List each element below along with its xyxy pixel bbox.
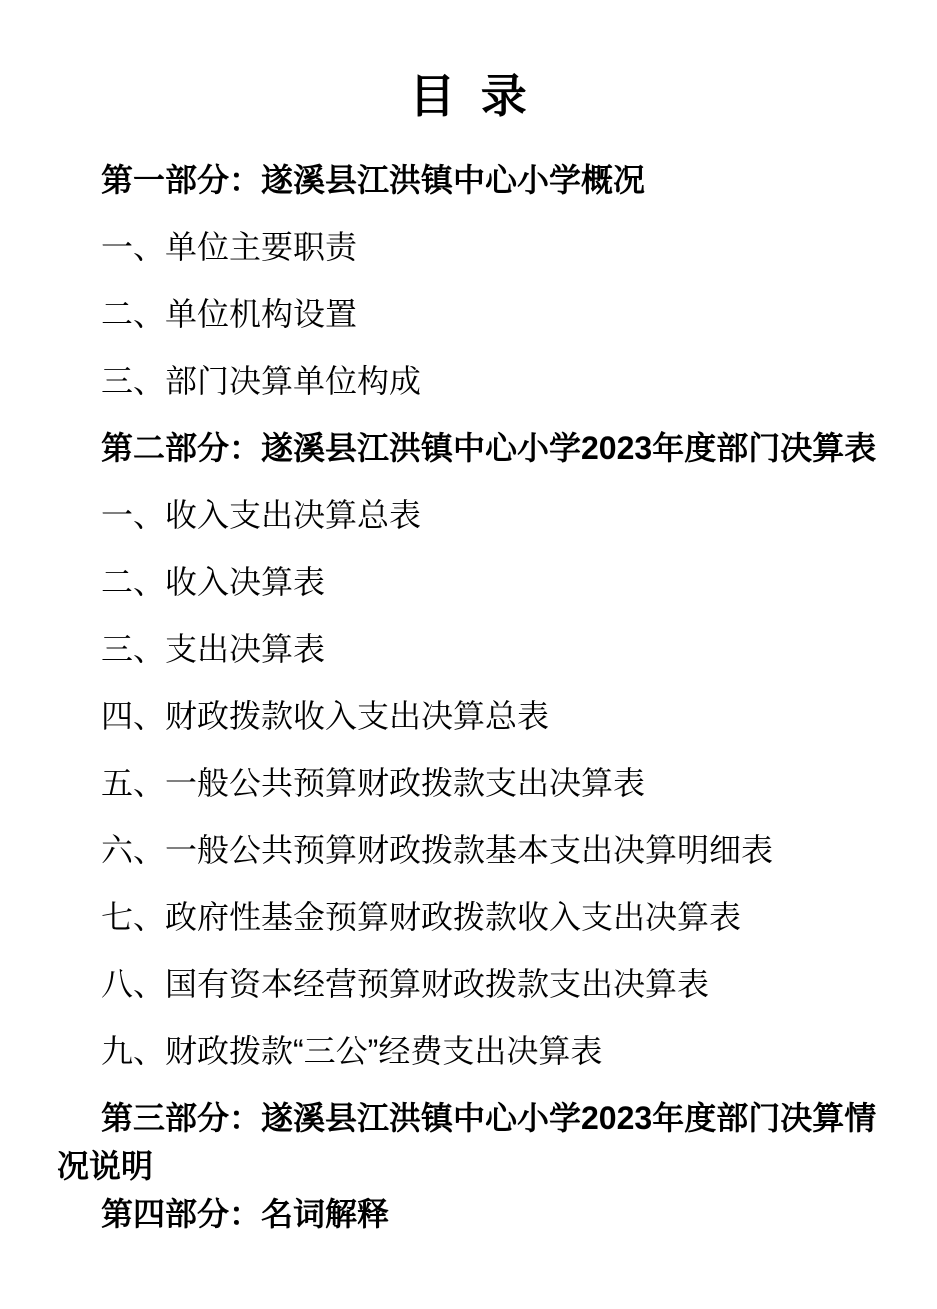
toc-item: 三、支出决算表	[101, 631, 326, 667]
toc-item: 九、财政拨款“三公”经费支出决算表	[101, 1033, 603, 1069]
toc-heading: 第二部分：遂溪县江洪镇中心小学2023年度部门决算表	[101, 430, 877, 466]
toc-item: 七、政府性基金预算财政拨款收入支出决算表	[101, 899, 742, 935]
toc-item: 五、一般公共预算财政拨款支出决算表	[101, 765, 646, 801]
toc-item: 八、国有资本经营预算财政拨款支出决算表	[101, 966, 710, 1002]
toc-heading: 第三部分：遂溪县江洪镇中心小学2023年度部门决算情况说明	[57, 1100, 877, 1184]
toc-item: 三、部门决算单位构成	[101, 363, 422, 399]
page-title: 目 录	[409, 70, 527, 122]
toc-heading: 第一部分：遂溪县江洪镇中心小学概况	[101, 162, 646, 198]
toc-heading: 第四部分：名词解释	[101, 1196, 390, 1232]
toc-item: 四、财政拨款收入支出决算总表	[101, 698, 550, 734]
toc-item: 六、一般公共预算财政拨款基本支出决算明细表	[101, 832, 774, 868]
toc-item: 二、收入决算表	[101, 564, 326, 600]
toc-item: 一、单位主要职责	[101, 229, 358, 265]
toc-item: 二、单位机构设置	[101, 296, 358, 332]
toc-list	[57, 156, 879, 1238]
toc-item: 一、收入支出决算总表	[101, 497, 422, 533]
